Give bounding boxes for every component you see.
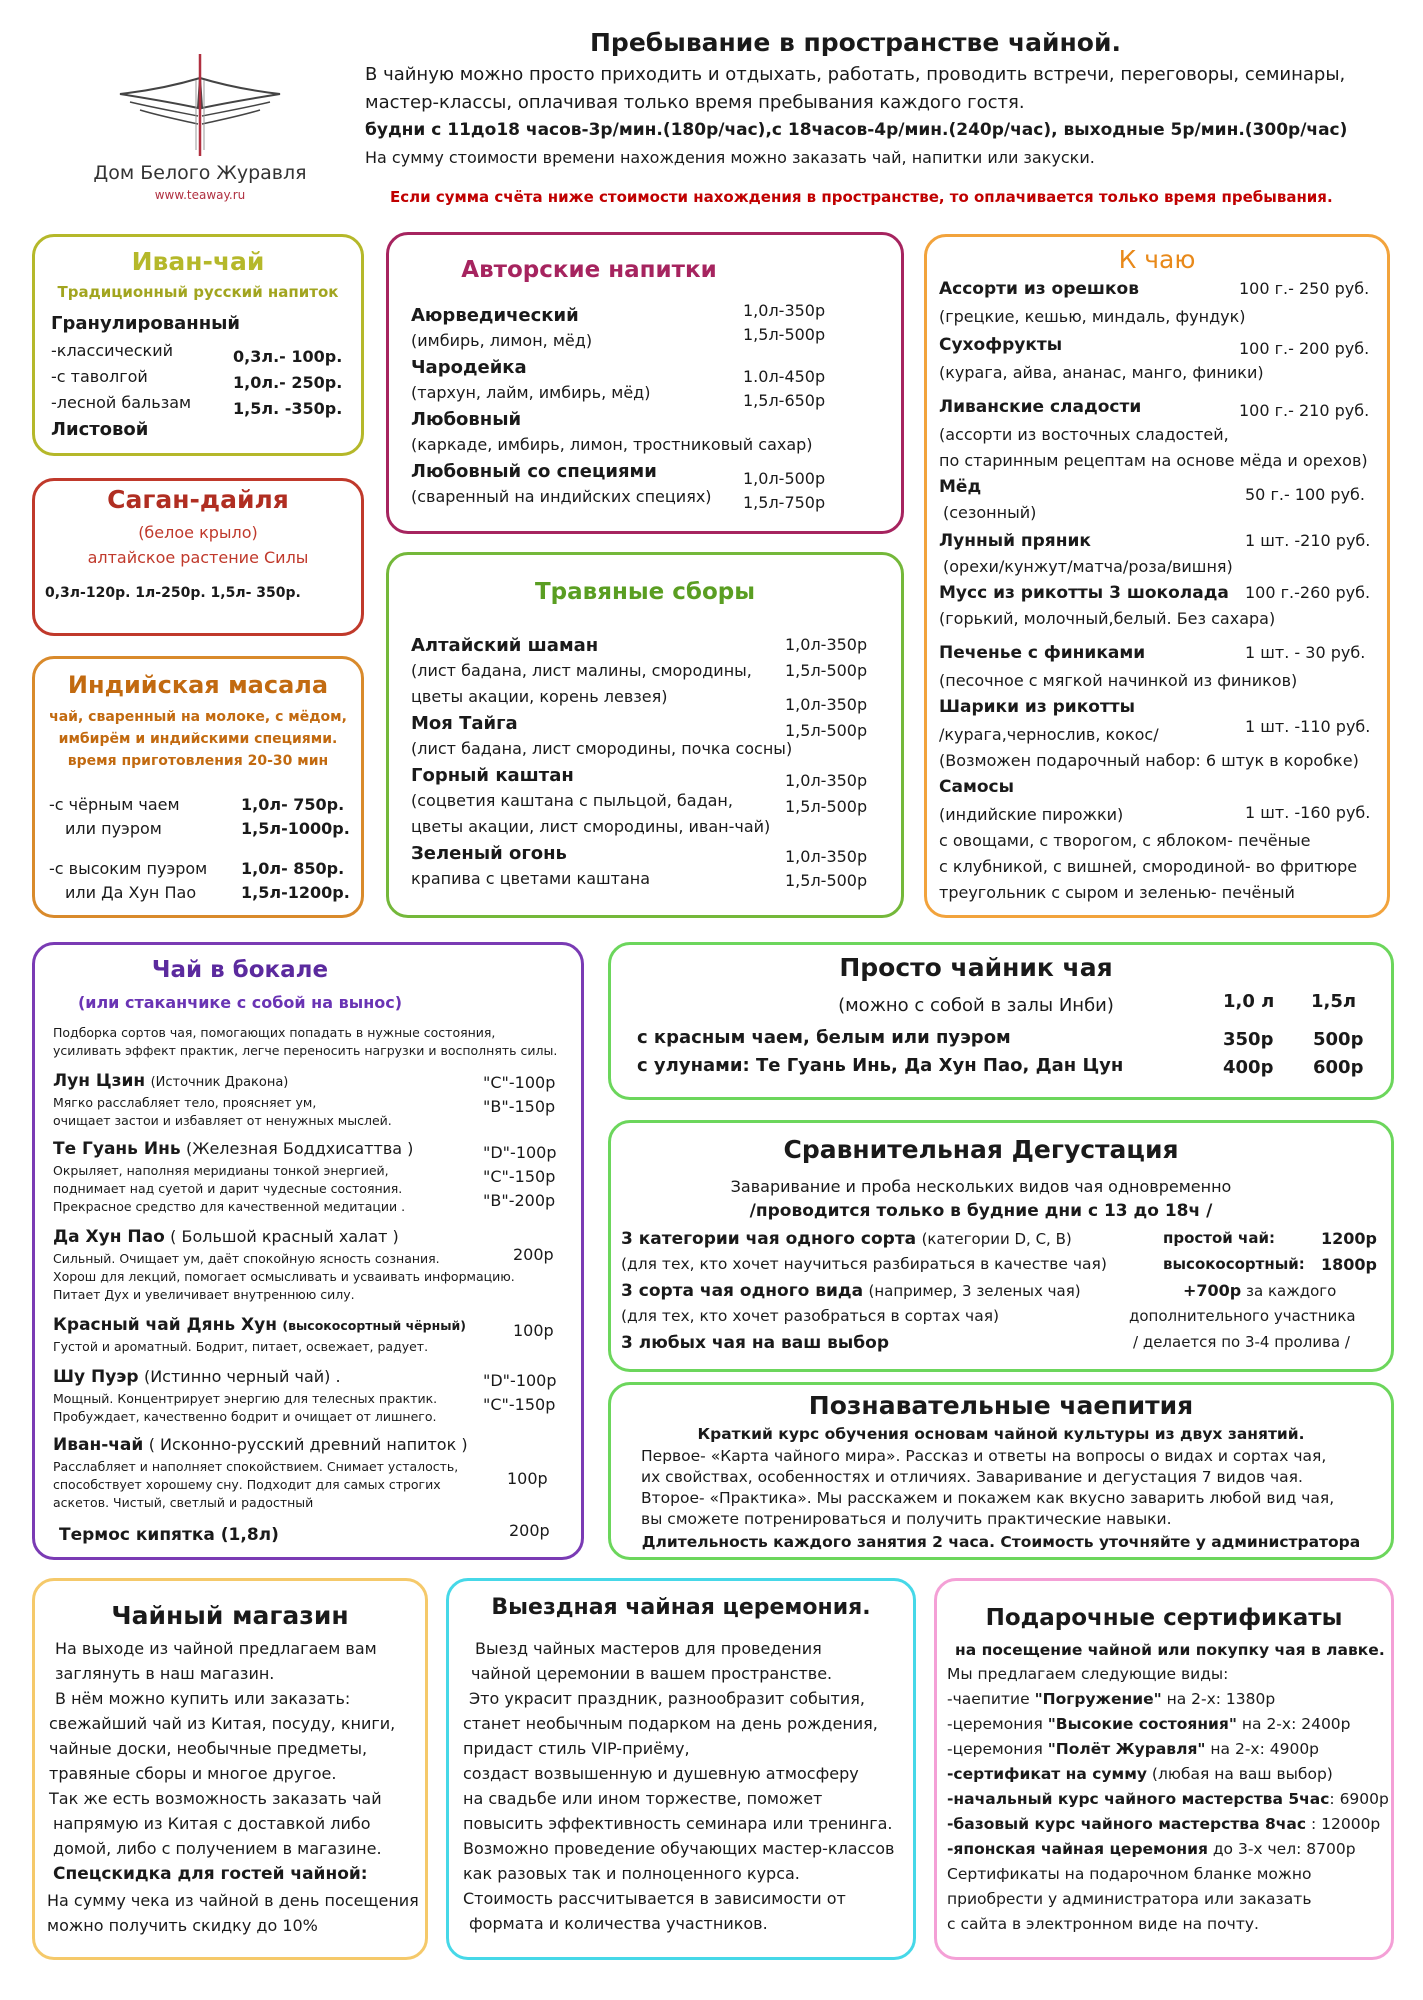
tasting-line-5: 3 любых чая на ваш выбор — [621, 1333, 890, 1353]
masala-desc-3: время приготовления 20-30 мин — [67, 753, 329, 769]
tasting-line-1 — [621, 1229, 1072, 1249]
snack-desc-9c: с клубникой, с вишней, смородиной- во фритюре — [939, 857, 1358, 876]
gift-box — [934, 1578, 1394, 1960]
sagan-sub-2: алтайское растение Силы — [87, 548, 309, 567]
author-desc-3: (каркаде, имбирь, лимон, тростниковый сахар) — [411, 435, 813, 454]
sagan-title: Саган-дайля — [107, 485, 289, 514]
masala-row-2a: -с высоким пуэром — [49, 859, 208, 878]
snack-desc-9b: с овощами, с творогом, с яблоком- печёные — [939, 831, 1311, 850]
glass-tea-1-desc-2: очищает застои и избавляет от ненужных мыслей. — [53, 1113, 392, 1128]
ivan-item: -лесной бальзам — [51, 393, 192, 412]
glass-tea-3-desc-3: Питает Дух и увеличивает внутреннюю силу. — [53, 1287, 355, 1302]
snack-name-4: Мёд — [939, 477, 982, 497]
glass-tea-6-desc-1: Расслабляет и наполняет спокойствием. Снимает усталость, — [53, 1459, 459, 1474]
glass-tea-2-sub: (Железная Боддхисаттва ) — [185, 1139, 414, 1158]
learn-line-5: Длительность каждого занятия 2 часа. Стоимость уточняйте у администратора — [641, 1533, 1361, 1551]
ceremony-line-1: Выезд чайных мастеров для проведения — [475, 1639, 822, 1658]
snack-desc-3b: по старинным рецептам на основе мёда и орехов) — [939, 451, 1368, 470]
tasting-line-1-note: (категории D, C, B) — [921, 1230, 1072, 1248]
snack-name-1: Ассорти из орешков — [939, 279, 1139, 299]
herbal-price-2a: 1,0л-350р — [785, 695, 868, 714]
page-title: Пребывание в пространстве чайной. — [590, 28, 1121, 57]
glass-intro-2: усиливать эффект практик, легче переносить нагрузки и восполнять силы. — [53, 1043, 558, 1058]
author-desc-1: (имбирь, лимон, мёд) — [411, 331, 593, 350]
masala-desc-2: имбирём и индийскими специями. — [58, 731, 338, 747]
snack-desc-8a: /курага,чернослив, кокос/ — [939, 725, 1159, 744]
gift-line-3: приобрести у администратора или заказать — [947, 1890, 1312, 1908]
ivan-granular: Гранулированный — [51, 313, 241, 334]
tasting-box — [608, 1120, 1394, 1372]
snack-desc-4: (сезонный) — [943, 503, 1037, 522]
ceremony-line-11: Стоимость рассчитывается в зависимости от — [463, 1889, 846, 1908]
glass-tea-2-desc-2: поднимает над суетой и дарит чудесные состояния. — [53, 1181, 403, 1196]
glass-tea-2-desc-3: Прекрасное средство для качественной медитации . — [53, 1199, 406, 1214]
glass-tea-1-sub: (Источник Дракона) — [150, 1075, 289, 1090]
tasting-title: Сравнительная Дегустация — [783, 1135, 1179, 1164]
header-line-1: В чайную можно просто приходить и отдыхать, работать, проводить встречи, переговоры, семинары, — [365, 64, 1346, 85]
tasting-line-3-note: (например, 3 зеленых чая) — [868, 1282, 1081, 1300]
herbal-price-1a: 1,0л-350р — [785, 635, 868, 654]
header-line-3: На сумму стоимости времени нахождения можно заказать чай, напитки или закуски. — [365, 148, 1095, 167]
gift-item-1-b: "Погружение" — [1034, 1690, 1162, 1708]
glass-tea-6-sub: ( Исконно-русский древний напиток ) — [148, 1435, 468, 1454]
snack-price-9: 1 шт. -160 руб. — [1245, 803, 1371, 822]
masala-price-2b: 1,5л-1200р. — [241, 883, 350, 902]
tasting-extra — [1183, 1281, 1336, 1300]
ceremony-line-5: придаст стиль VIP-приёму, — [463, 1739, 690, 1758]
snack-name-5: Лунный пряник — [939, 531, 1091, 551]
learn-title: Познавательные чаепития — [808, 1391, 1194, 1420]
glass-tea-5 — [53, 1367, 341, 1387]
gift-item-7-b: -японская чайная церемония — [947, 1840, 1208, 1858]
snack-price-8: 1 шт. -110 руб. — [1245, 717, 1371, 736]
herbal-desc-4: крапива с цветами каштана — [411, 869, 651, 888]
learn-line-2: их свойствах, особенностях и отличиях. Заваривание и дегустация 7 видов чая. — [641, 1468, 1303, 1486]
ivan-chai-subtitle: Традиционный русский напиток — [57, 283, 339, 301]
shop-line-7: Так же есть возможность заказать чай — [49, 1789, 382, 1808]
gift-item-1-a: -чаепитие — [947, 1690, 1035, 1708]
snack-desc-5: (орехи/кунжут/матча/роза/вишня) — [943, 557, 1233, 576]
glass-tea-3 — [53, 1227, 399, 1247]
kettle-row-2-price-1: 400р — [1223, 1057, 1274, 1078]
gift-item-3-b: "Полёт Журавля" — [1047, 1740, 1206, 1758]
header-line-2: мастер-классы, оплачивая только время пребывания каждого гостя. — [365, 92, 1025, 113]
snack-name-8: Шарики из рикотты — [939, 697, 1136, 717]
shop-line-2: заглянуть в наш магазин. — [55, 1664, 275, 1683]
masala-row-1b: или пуэром — [65, 819, 162, 838]
herbal-price-4b: 1,5л-500р — [785, 871, 868, 890]
gift-item-2 — [947, 1715, 1351, 1733]
learn-sub: Краткий курс обучения основам чайной культуры из двух занятий. — [697, 1425, 1305, 1443]
glass-tea-2-desc-1: Окрыляет, наполняя меридианы тонкой энергией, — [53, 1163, 389, 1178]
gift-item-7 — [947, 1840, 1356, 1858]
glass-title: Чай в бокале — [151, 957, 329, 983]
snack-price-5: 1 шт. -210 руб. — [1245, 531, 1371, 550]
tasting-sub-1: Заваривание и проба нескольких видов чая одновременно — [730, 1177, 1232, 1196]
glass-tea-6-price: 100р — [507, 1469, 548, 1488]
ceremony-box — [446, 1578, 916, 1960]
thermos: Термос кипятка (1,8л) — [59, 1525, 279, 1545]
glass-tea-4-name: Красный чай Дянь Хун — [53, 1315, 277, 1335]
snack-name-7: Печенье с финиками — [939, 643, 1146, 663]
ivan-price: 1,5л. -350р. — [233, 399, 343, 418]
gift-line-4: с сайта в электронном виде на почту. — [947, 1915, 1259, 1933]
snacks-title: К чаю — [1118, 245, 1196, 274]
masala-row-1a: -с чёрным чаем — [49, 795, 180, 814]
author-name-4: Любовный со специями — [411, 461, 657, 482]
gift-sub: на посещение чайной или покупку чая в лавке. — [955, 1641, 1385, 1659]
shop-title: Чайный магазин — [111, 1601, 349, 1630]
tasting-high: высокосортный: — [1163, 1255, 1305, 1273]
tasting-line-2: (для тех, кто хочет научиться разбираться в качестве чая) — [621, 1255, 1107, 1273]
ivan-price: 1,0л.- 250р. — [233, 373, 343, 392]
ivan-item: -классический — [51, 341, 174, 360]
kettle-title: Просто чайник чая — [839, 953, 1113, 982]
snack-desc-7: (песочное с мягкой начинкой из фиников) — [939, 671, 1298, 690]
snack-desc-3a: (ассорти из восточных сладостей, — [939, 425, 1229, 444]
glass-subtitle: (или стаканчике с собой на вынос) — [77, 993, 403, 1012]
author-desc-2: (тархун, лайм, имбирь, мёд) — [411, 383, 651, 402]
glass-tea-4-sub: (высокосортный чёрный) — [282, 1318, 467, 1333]
tasting-simple: простой чай: — [1163, 1229, 1275, 1247]
kettle-row-2: с улунами: Те Гуань Инь, Да Хун Пао, Дан Цун — [637, 1055, 1124, 1076]
herbal-name-3: Горный каштан — [411, 765, 574, 786]
glass-tea-3-desc-2: Хорош для лекций, помогает осмысливать и усваивать информацию. — [53, 1269, 515, 1284]
tasting-sub-2: /проводится только в будние дни с 13 до 18ч / — [749, 1201, 1213, 1221]
glass-tea-4 — [53, 1315, 466, 1335]
gift-item-3-a: -церемония — [947, 1740, 1048, 1758]
kettle-header-2: 1,5л — [1311, 991, 1357, 1012]
author-price-4a: 1,0л-500р — [743, 469, 826, 488]
glass-tea-1-desc-1: Мягко расслабляет тело, проясняет ум, — [53, 1095, 317, 1110]
gift-line-2: Сертификаты на подарочном бланке можно — [947, 1865, 1312, 1883]
glass-tea-6-desc-3: аскетов. Чистый, светлый и радостный — [53, 1495, 314, 1510]
ivan-leaf: Листовой — [51, 419, 149, 440]
kettle-header-1: 1,0 л — [1223, 991, 1275, 1012]
tasting-line-4: (для тех, кто хочет разобраться в сортах чая) — [621, 1307, 1000, 1325]
author-price-4b: 1,5л-750р — [743, 493, 826, 512]
shop-line-5: чайные доски, необычные предметы, — [49, 1739, 368, 1758]
logo — [90, 40, 310, 210]
glass-intro-1: Подборка сортов чая, помогающих попадать в нужные состояния, — [53, 1025, 496, 1040]
learn-line-4: вы сможете потренироваться и получить практические навыки. — [641, 1510, 1172, 1528]
author-price-2b: 1,5л-650р — [743, 391, 826, 410]
tasting-extra-2: дополнительного участника — [1129, 1307, 1356, 1325]
author-price-2a: 1.0л-450р — [743, 367, 826, 386]
ceremony-line-2: чайной церемонии в вашем пространстве. — [471, 1664, 833, 1683]
snack-desc-9a: (индийские пирожки) — [939, 805, 1124, 824]
glass-tea-5-desc-2: Пробуждает, качественно бодрит и очищает от лишнего. — [53, 1409, 437, 1424]
snack-price-1: 100 г.- 250 руб. — [1239, 279, 1370, 298]
glass-tea-1 — [53, 1071, 288, 1091]
glass-tea-3-name: Да Хун Пао — [53, 1227, 165, 1247]
gift-item-5-c: : 6900р — [1329, 1790, 1389, 1808]
snacks-box — [924, 234, 1390, 918]
herbal-box — [386, 552, 904, 918]
snack-price-4: 50 г.- 100 руб. — [1245, 485, 1365, 504]
glass-tea-3-price: 200р — [513, 1245, 554, 1264]
tasting-simple-price: 1200р — [1321, 1229, 1377, 1248]
masala-desc-1: чай, сваренный на молоке, с мёдом, — [49, 709, 347, 725]
gift-item-2-c: на 2-х: 2400р — [1236, 1715, 1351, 1733]
shop-line-1: На выходе из чайной предлагаем вам — [55, 1639, 377, 1658]
herbal-desc-3b: цветы акации, лист смородины, иван-чай) — [411, 817, 771, 836]
masala-box — [32, 656, 364, 918]
glass-tea-6-name: Иван-чай — [53, 1435, 144, 1455]
herbal-price-1b: 1,5л-500р — [785, 661, 868, 680]
glass-tea-2 — [53, 1139, 413, 1159]
tasting-line-3-bold: 3 сорта чая одного вида — [621, 1281, 864, 1301]
glass-tea-5-price-1: "D"-100р — [483, 1371, 557, 1390]
shop-line-11: На сумму чека из чайной в день посещения — [47, 1891, 419, 1910]
author-name-3: Любовный — [411, 409, 522, 430]
thermos-price: 200р — [509, 1521, 550, 1540]
tea-glass-box — [32, 942, 584, 1560]
shop-box — [32, 1578, 428, 1960]
author-name-1: Аюрведический — [411, 305, 579, 326]
gift-item-2-a: -церемония — [947, 1715, 1048, 1733]
gift-item-1-c: на 2-х: 1380р — [1161, 1690, 1276, 1708]
herbal-desc-1a: (лист бадана, лист малины, смородины, — [411, 661, 752, 680]
tasting-extra-price: +700р — [1183, 1281, 1242, 1300]
gift-item-4-b: -сертификат на сумму — [947, 1765, 1147, 1783]
gift-item-6-c: : 12000р — [1306, 1815, 1381, 1833]
masala-row-2b: или Да Хун Пао — [65, 883, 197, 902]
glass-tea-6-desc-2: способствует хорошему сну. Подходит для самых строгих — [53, 1477, 441, 1492]
glass-tea-5-name: Шу Пуэр — [53, 1367, 139, 1387]
masala-price-1a: 1,0л- 750р. — [241, 795, 345, 814]
header-note: Если сумма счёта ниже стоимости нахождения в пространстве, то оплачивается только время пребывания. — [390, 188, 1333, 206]
snack-desc-1: (грецкие, кешью, миндаль, фундук) — [939, 307, 1246, 326]
gift-item-1 — [947, 1690, 1275, 1708]
masala-title: Индийская масала — [67, 671, 329, 699]
masala-price-1b: 1,5л-1000р. — [241, 819, 350, 838]
glass-tea-1-price-1: "C"-100р — [483, 1073, 556, 1092]
shop-line-4: свежайший чай из Китая, посуду, книги, — [49, 1714, 396, 1733]
masala-price-2a: 1,0л- 850р. — [241, 859, 345, 878]
gift-item-3-c: на 2-х: 4900р — [1205, 1740, 1320, 1758]
glass-tea-4-price: 100р — [513, 1321, 554, 1340]
ivan-price: 0,3л.- 100р. — [233, 347, 343, 366]
glass-tea-6 — [53, 1435, 468, 1455]
glass-tea-3-sub: ( Большой красный халат ) — [170, 1227, 399, 1246]
logo-name: Дом Белого Журавля — [93, 162, 307, 184]
shop-line-8: напрямую из Китая с доставкой либо — [53, 1814, 371, 1833]
kettle-box — [608, 942, 1394, 1100]
gift-item-4 — [947, 1765, 1333, 1783]
ceremony-line-12: формата и количества участников. — [469, 1914, 768, 1933]
ivan-chai-box — [32, 234, 364, 456]
herbal-name-1: Алтайский шаман — [411, 635, 599, 656]
shop-line-3: В нём можно купить или заказать: — [55, 1689, 351, 1708]
snack-desc-9d: треугольник с сыром и зеленью- печёный — [939, 883, 1295, 902]
gift-item-3 — [947, 1740, 1319, 1758]
gift-item-4-c: (любая на ваш выбор) — [1146, 1765, 1333, 1783]
author-title: Авторские напитки — [461, 257, 717, 283]
tasting-high-price: 1800р — [1321, 1255, 1377, 1274]
ceremony-line-4: станет необычным подарком на день рождения, — [463, 1714, 878, 1733]
learn-line-3: Второе- «Практика». Мы расскажем и покажем как вкусно заварить любой вид чая, — [641, 1489, 1335, 1507]
herbal-desc-2: (лист бадана, лист смородины, почка сосны) — [411, 739, 793, 758]
gift-item-5 — [947, 1790, 1389, 1808]
snack-name-6: Мусс из рикотты 3 шоколада — [939, 583, 1229, 603]
ivan-item: -с таволгой — [51, 367, 148, 386]
ceremony-line-7: на свадьбе или ином торжестве, поможет — [463, 1789, 823, 1808]
snack-desc-8b: (Возможен подарочный набор: 6 штук в коробке) — [939, 751, 1359, 770]
snack-price-3: 100 г.- 210 руб. — [1239, 401, 1370, 420]
herbal-desc-3a: (соцветия каштана с пыльцой, бадан, — [411, 791, 733, 810]
snack-price-6: 100 г.-260 руб. — [1245, 583, 1371, 602]
tasting-line-3 — [621, 1281, 1081, 1301]
gift-item-5-b: -начальный курс чайного мастерства 5час — [947, 1790, 1330, 1808]
tasting-extra-3: / делается по 3-4 пролива / — [1133, 1333, 1350, 1351]
ceremony-line-10: как разовых так и полноценного курса. — [463, 1864, 800, 1883]
tasting-extra-per: за каждого — [1246, 1282, 1337, 1300]
ceremony-line-6: создаст возвышенную и душевную атмосферу — [463, 1764, 859, 1783]
tasting-line-1-bold: 3 категории чая одного сорта — [621, 1229, 917, 1249]
herbal-price-2b: 1,5л-500р — [785, 721, 868, 740]
herbal-name-2: Моя Тайга — [411, 713, 518, 734]
herbal-title: Травяные сборы — [534, 579, 756, 605]
snack-price-7: 1 шт. - 30 руб. — [1245, 643, 1366, 662]
snack-name-2: Сухофрукты — [939, 335, 1063, 355]
gift-title: Подарочные сертификаты — [985, 1605, 1343, 1631]
sagan-prices: 0,3л-120р. 1л-250р. 1,5л- 350р. — [45, 585, 301, 601]
author-price-1a: 1,0л-350р — [743, 301, 826, 320]
shop-line-6: травяные сборы и многое другое. — [49, 1764, 337, 1783]
glass-tea-5-desc-1: Мощный. Концентрирует энергию для телесных практик. — [53, 1391, 438, 1406]
snack-price-2: 100 г.- 200 руб. — [1239, 339, 1370, 358]
snack-desc-2: (курага, айва, ананас, манго, финики) — [939, 363, 1264, 382]
ceremony-line-8: повысить эффективность семинара или тренинга. — [463, 1814, 893, 1833]
kettle-row-1: с красным чаем, белым или пуэром — [637, 1027, 1011, 1048]
learn-box — [608, 1382, 1394, 1560]
kettle-row-1-price-1: 350р — [1223, 1029, 1274, 1050]
herbal-desc-1b: цветы акации, корень левзея) — [411, 687, 668, 706]
snack-name-3: Ливанские сладости — [939, 397, 1142, 417]
gift-item-6-b: -базовый курс чайного мастерства 8час — [947, 1815, 1307, 1833]
glass-tea-3-desc-1: Сильный. Очищает ум, даёт спокойную ясность сознания. — [53, 1251, 440, 1266]
logo-url[interactable]: www.teaway.ru — [154, 188, 246, 202]
author-desc-4: (сваренный на индийских специях) — [411, 487, 712, 506]
gift-item-7-c: до 3-х чел: 8700р — [1207, 1840, 1356, 1858]
glass-tea-4-desc-1: Густой и ароматный. Бодрит, питает, освежает, радует. — [53, 1339, 429, 1354]
ivan-chai-title: Иван-чай — [131, 247, 265, 276]
gift-item-6 — [947, 1815, 1380, 1833]
snack-desc-6: (горький, молочный,белый. Без сахара) — [939, 609, 1276, 628]
kettle-row-1-price-2: 500р — [1313, 1029, 1364, 1050]
shop-line-12: можно получить скидку до 10% — [47, 1916, 318, 1935]
sagan-box — [32, 478, 364, 636]
snack-name-9: Самосы — [939, 777, 1014, 797]
kettle-row-2-price-2: 600р — [1313, 1057, 1364, 1078]
shop-line-10: Спецскидка для гостей чайной: — [53, 1864, 368, 1884]
crane-logo-icon — [100, 50, 300, 160]
ceremony-line-9: Возможно проведение обучающих мастер-классов — [463, 1839, 895, 1858]
gift-item-2-b: "Высокие состояния" — [1047, 1715, 1237, 1733]
glass-tea-2-price-2: "C"-150р — [483, 1167, 556, 1186]
author-price-1b: 1,5л-500р — [743, 325, 826, 344]
gift-line-1: Мы предлагаем следующие виды: — [947, 1665, 1229, 1683]
ceremony-title: Выездная чайная церемония. — [491, 1595, 871, 1620]
sagan-sub-1: (белое крыло) — [138, 523, 258, 542]
glass-tea-5-sub: (Истинно черный чай) . — [143, 1367, 341, 1386]
herbal-name-4: Зеленый огонь — [411, 843, 567, 864]
herbal-price-3a: 1,0л-350р — [785, 771, 868, 790]
author-name-2: Чародейка — [411, 357, 527, 378]
kettle-subtitle: (можно с собой в залы Инби) — [838, 995, 1114, 1016]
glass-tea-1-price-2: "B"-150р — [483, 1097, 556, 1116]
author-drinks-box — [386, 232, 904, 534]
herbal-price-3b: 1,5л-500р — [785, 797, 868, 816]
shop-line-9: домой, либо с получением в магазине. — [53, 1839, 382, 1858]
learn-line-1: Первое- «Карта чайного мира». Рассказ и ответы на вопросы о видах и сортах чая, — [641, 1447, 1327, 1465]
glass-tea-2-price-3: "B"-200р — [483, 1191, 556, 1210]
header-prices: будни с 11до18 часов-3р/мин.(180р/час),с 18часов-4р/мин.(240р/час), выходные 5р/мин.(300р/час) — [365, 120, 1348, 140]
glass-tea-2-price-1: "D"-100р — [483, 1143, 557, 1162]
glass-tea-1-name: Лун Цзин — [53, 1071, 146, 1091]
ceremony-line-3: Это украсит праздник, разнообразит события, — [469, 1689, 865, 1708]
glass-tea-2-name: Те Гуань Инь — [53, 1139, 181, 1159]
glass-tea-5-price-2: "C"-150р — [483, 1395, 556, 1414]
herbal-price-4a: 1,0л-350р — [785, 847, 868, 866]
